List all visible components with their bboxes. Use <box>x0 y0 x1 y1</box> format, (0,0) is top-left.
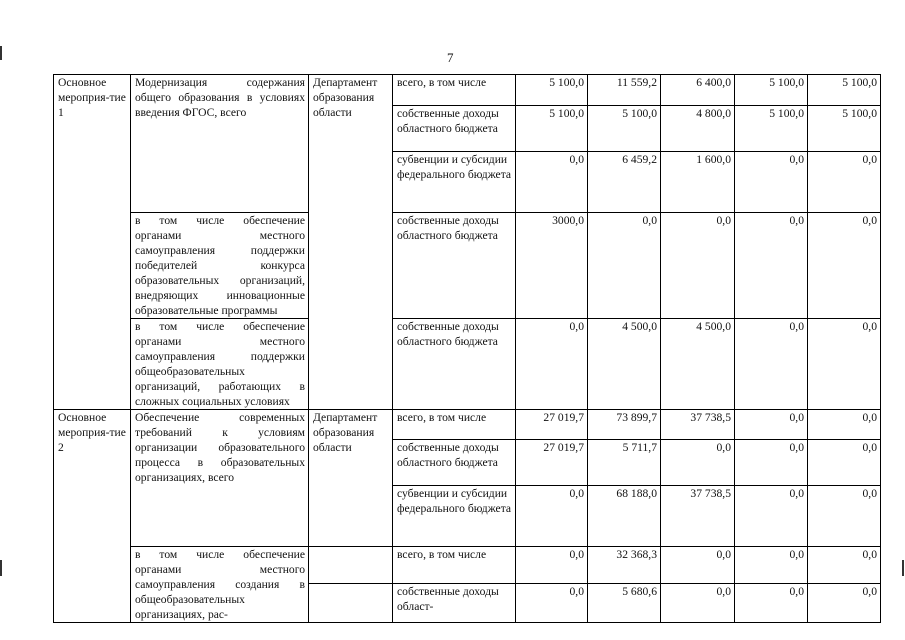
value-cell: 0,0 <box>516 584 588 623</box>
value-cell: 0,0 <box>735 584 808 623</box>
value-cell: 5 100,0 <box>735 106 808 152</box>
table-row <box>54 547 881 584</box>
value-cell: 0,0 <box>808 547 881 584</box>
value-cell: 4 500,0 <box>588 319 661 410</box>
value-cell: 4 800,0 <box>661 106 735 152</box>
value-cell: 5 100,0 <box>516 75 588 106</box>
value-cell: 0,0 <box>735 319 808 410</box>
value-cell: 1 600,0 <box>661 152 735 213</box>
source-cell: собственные доходы областного бюджета <box>393 440 516 486</box>
description-cell: Модернизация содержания общего образования в условиях введения ФГОС, всего <box>131 75 309 213</box>
value-cell: 0,0 <box>516 486 588 547</box>
value-cell: 37 738,5 <box>661 486 735 547</box>
page-number: 7 <box>447 50 454 65</box>
value-cell: 5 100,0 <box>588 106 661 152</box>
measure-cell: Основное мероприя-тие 2 <box>54 410 131 623</box>
measure-cell: Основное мероприя-тие 1 <box>54 75 131 410</box>
source-cell: собственные доходы областного бюджета <box>393 106 516 152</box>
value-cell: 11 559,2 <box>588 75 661 106</box>
value-cell: 0,0 <box>808 410 881 440</box>
value-cell: 32 368,3 <box>588 547 661 584</box>
left-edge-mark <box>0 46 2 60</box>
source-cell: собственные доходы област- <box>393 584 516 623</box>
value-cell: 0,0 <box>735 410 808 440</box>
value-cell: 4 500,0 <box>661 319 735 410</box>
table-row <box>54 410 881 440</box>
value-cell: 0,0 <box>735 547 808 584</box>
value-cell: 5 100,0 <box>808 75 881 106</box>
value-cell: 5 100,0 <box>516 106 588 152</box>
value-cell: 0,0 <box>661 584 735 623</box>
value-cell: 3000,0 <box>516 213 588 319</box>
source-cell: всего, в том числе <box>393 410 516 440</box>
value-cell: 73 899,7 <box>588 410 661 440</box>
value-cell: 68 188,0 <box>588 486 661 547</box>
value-cell: 0,0 <box>808 213 881 319</box>
value-cell: 0,0 <box>735 152 808 213</box>
description-cell: в том числе обеспечение органами местного самоуправления поддержки общеобразовательных организаций, работающих в сложных социальных условиях <box>131 319 309 410</box>
source-cell: всего, в том числе <box>393 75 516 106</box>
source-cell: собственные доходы областного бюджета <box>393 319 516 410</box>
value-cell: 0,0 <box>808 440 881 486</box>
value-cell: 5 711,7 <box>588 440 661 486</box>
value-cell: 0,0 <box>661 547 735 584</box>
executor-cell: Департамент образования области <box>309 75 393 410</box>
source-cell: собственные доходы областного бюджета <box>393 213 516 319</box>
source-cell: всего, в том числе <box>393 547 516 584</box>
value-cell: 5 680,6 <box>588 584 661 623</box>
value-cell: 0,0 <box>735 486 808 547</box>
value-cell: 0,0 <box>735 213 808 319</box>
description-cell: Обеспечение современных требований к условиям организации образовательного процесса в образовательных организациях, всего <box>131 410 309 547</box>
value-cell: 0,0 <box>516 319 588 410</box>
value-cell: 0,0 <box>808 152 881 213</box>
left-edge-mark <box>0 560 2 576</box>
value-cell: 0,0 <box>588 213 661 319</box>
table-row <box>54 213 881 319</box>
funding-table <box>53 74 881 623</box>
value-cell: 0,0 <box>735 440 808 486</box>
source-cell: субвенции и субсидии федерального бюджета <box>393 486 516 547</box>
value-cell: 6 400,0 <box>661 75 735 106</box>
right-edge-mark <box>902 560 904 576</box>
value-cell: 0,0 <box>516 152 588 213</box>
source-cell: субвенции и субсидии федерального бюджета <box>393 152 516 213</box>
value-cell: 27 019,7 <box>516 440 588 486</box>
value-cell: 5 100,0 <box>735 75 808 106</box>
table-row <box>54 319 881 410</box>
value-cell: 0,0 <box>516 547 588 584</box>
value-cell: 0,0 <box>808 486 881 547</box>
value-cell: 0,0 <box>808 319 881 410</box>
value-cell: 0,0 <box>661 213 735 319</box>
value-cell: 0,0 <box>808 584 881 623</box>
table-row <box>54 75 881 106</box>
executor-cell <box>309 584 393 623</box>
description-cell: в том числе обеспечение органами местного самоуправления создания в общеобразовательных организациях, рас- <box>131 547 309 623</box>
value-cell: 0,0 <box>661 440 735 486</box>
value-cell: 6 459,2 <box>588 152 661 213</box>
executor-cell <box>309 547 393 584</box>
executor-cell: Департамент образования области <box>309 410 393 547</box>
description-cell: в том числе обеспечение органами местного самоуправления поддержки победителей конкурса образовательных организаций, внедряющих инновационные образовательные программы <box>131 213 309 319</box>
value-cell: 37 738,5 <box>661 410 735 440</box>
value-cell: 5 100,0 <box>808 106 881 152</box>
value-cell: 27 019,7 <box>516 410 588 440</box>
